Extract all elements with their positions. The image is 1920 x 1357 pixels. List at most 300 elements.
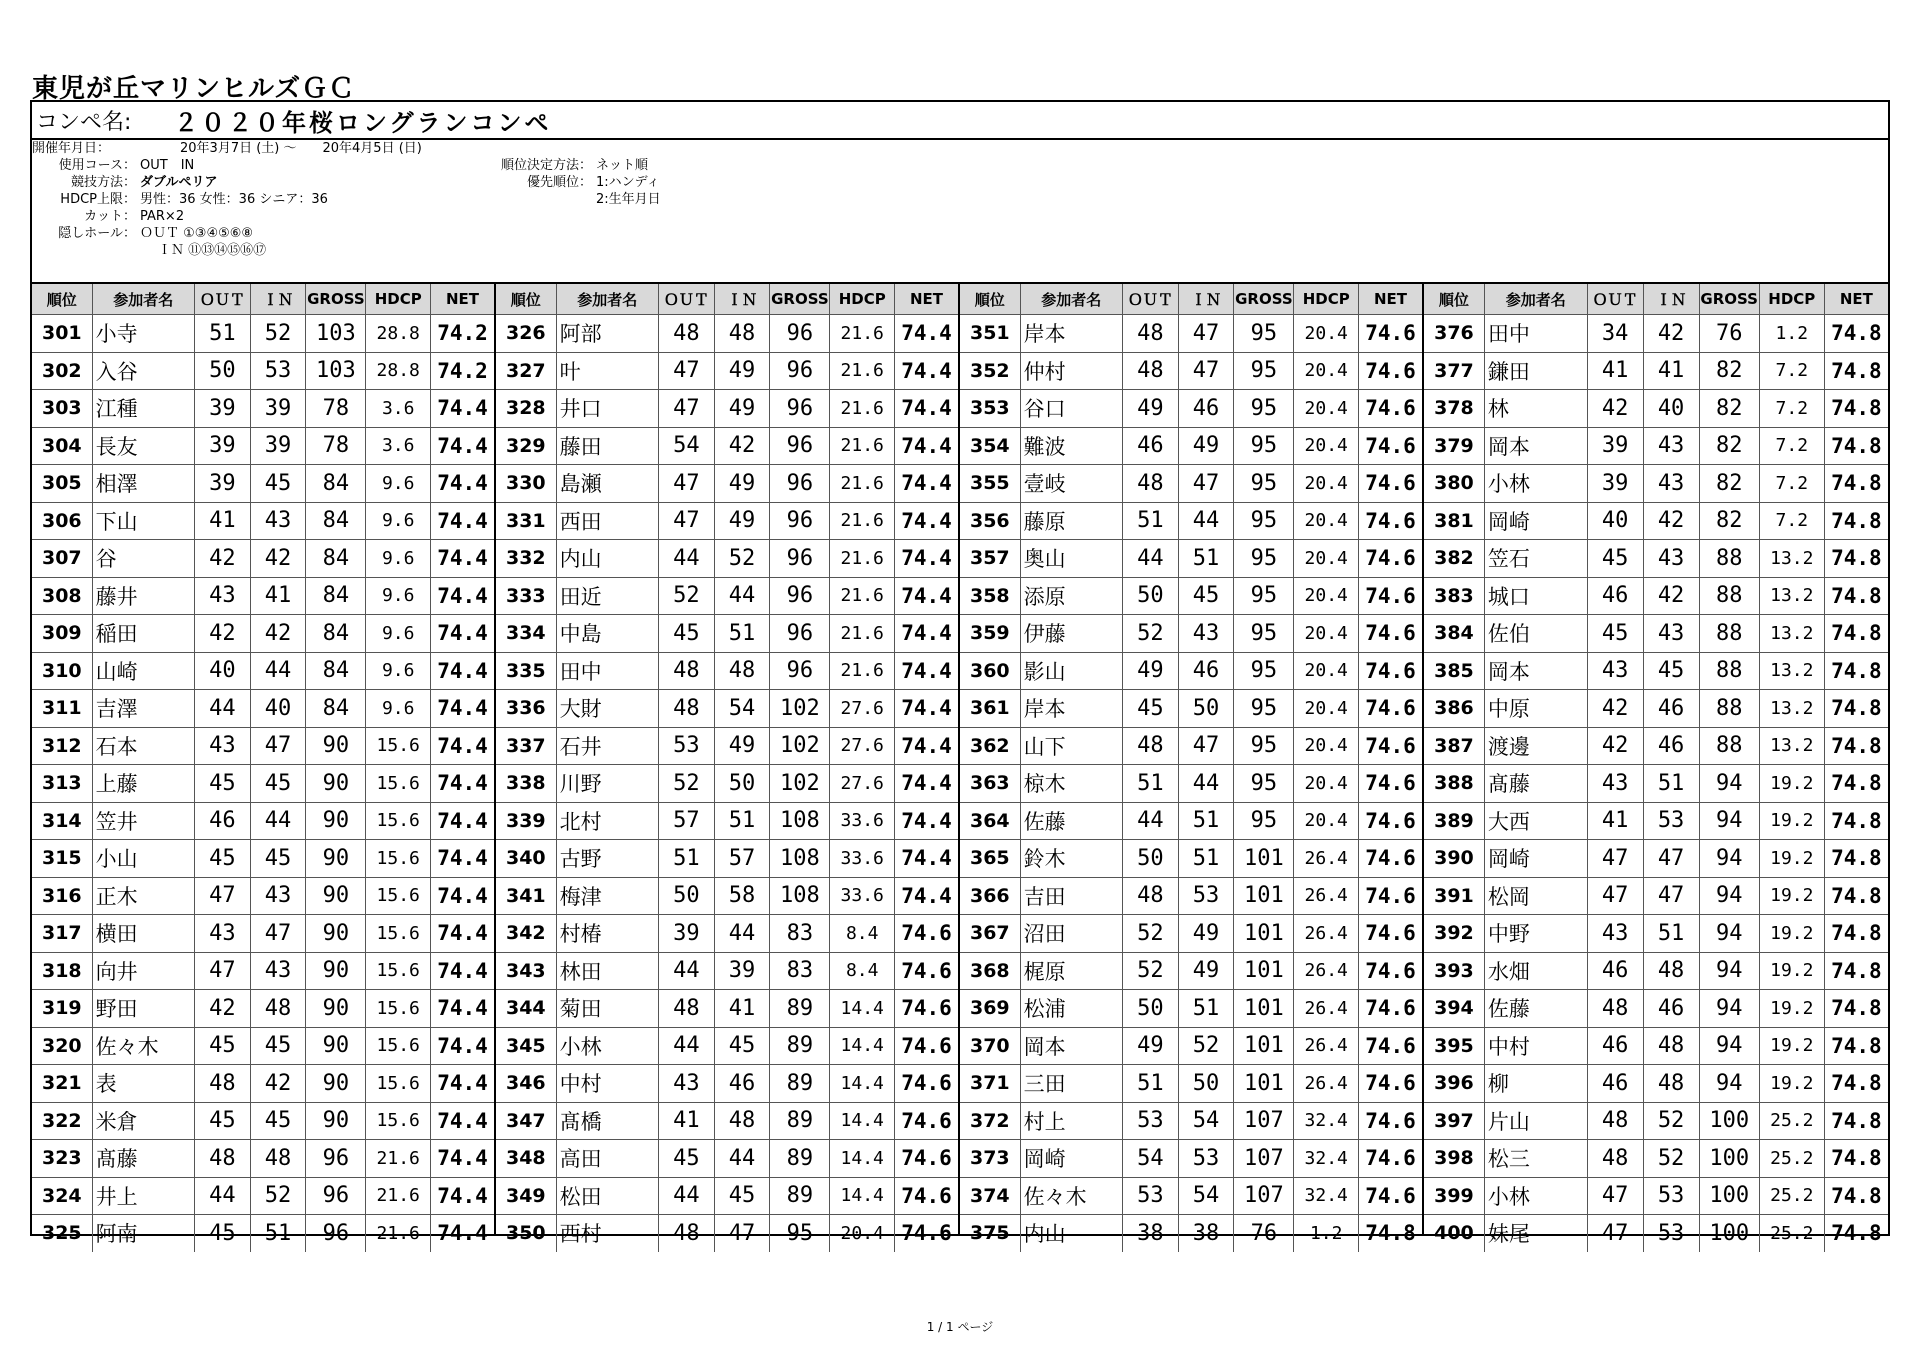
table-cell: 74.8 bbox=[1824, 465, 1888, 503]
table-cell: 40 bbox=[195, 652, 251, 690]
table-cell: 52 bbox=[714, 540, 770, 578]
table-cell: 357 bbox=[960, 540, 1020, 578]
table-cell: 74.4 bbox=[431, 427, 495, 465]
table-cell: 51 bbox=[250, 1215, 306, 1252]
table-cell: 74.8 bbox=[1824, 390, 1888, 428]
table-cell: 74.8 bbox=[1824, 915, 1888, 953]
table-cell: 78 bbox=[306, 427, 366, 465]
table-cell: 74.4 bbox=[895, 652, 959, 690]
table-cell: 21.6 bbox=[366, 1215, 431, 1252]
table-cell: 74.6 bbox=[895, 1027, 959, 1065]
table-cell: 74.6 bbox=[1359, 765, 1423, 803]
table-cell: 74.8 bbox=[1359, 1215, 1423, 1252]
table-cell: 48 bbox=[659, 315, 715, 353]
table-cell: 25.2 bbox=[1759, 1140, 1824, 1178]
table-cell: 51 bbox=[1123, 502, 1179, 540]
table-cell: 394 bbox=[1424, 990, 1484, 1028]
header-row bbox=[1424, 284, 1888, 315]
table-cell: 74.4 bbox=[895, 540, 959, 578]
table-cell: 32.4 bbox=[1294, 1140, 1359, 1178]
table-row bbox=[960, 952, 1422, 990]
table-cell: 21.6 bbox=[366, 1140, 431, 1178]
table-cell: 90 bbox=[306, 952, 366, 990]
table-cell: 358 bbox=[960, 577, 1020, 615]
table-cell: 94 bbox=[1699, 877, 1759, 915]
table-cell: 西田 bbox=[556, 502, 658, 540]
table-cell: 44 bbox=[659, 952, 715, 990]
table-cell: 19.2 bbox=[1759, 952, 1824, 990]
table-cell: 19.2 bbox=[1759, 990, 1824, 1028]
table-cell: 山下 bbox=[1020, 727, 1122, 765]
table-row bbox=[960, 315, 1422, 353]
hidden-hole-label: 隠しホール： bbox=[58, 226, 136, 241]
table-cell: 21.6 bbox=[830, 577, 895, 615]
table-cell: 74.4 bbox=[431, 727, 495, 765]
table-row bbox=[496, 652, 958, 690]
table-cell: 谷口 bbox=[1020, 390, 1122, 428]
table-cell: 42 bbox=[195, 615, 251, 653]
table-cell: 45 bbox=[195, 840, 251, 878]
table-cell: 325 bbox=[32, 1215, 92, 1252]
table-cell: 308 bbox=[32, 577, 92, 615]
table-cell: 74.2 bbox=[431, 352, 495, 390]
table-cell: 髙藤 bbox=[92, 1140, 194, 1178]
table-cell: 39 bbox=[714, 952, 770, 990]
table-cell: 74.4 bbox=[895, 615, 959, 653]
table-cell: 316 bbox=[32, 877, 92, 915]
priority-2: 2:生年月日 bbox=[596, 192, 661, 207]
table-cell: 353 bbox=[960, 390, 1020, 428]
table-cell: 95 bbox=[1234, 427, 1294, 465]
table-cell: 90 bbox=[306, 727, 366, 765]
table-cell: 米倉 bbox=[92, 1102, 194, 1140]
column-header: 順位 bbox=[32, 284, 92, 315]
table-row bbox=[1424, 465, 1888, 503]
table-cell: 323 bbox=[32, 1140, 92, 1178]
table-cell: 43 bbox=[659, 1065, 715, 1103]
priority-label: 優先順位： bbox=[526, 175, 592, 190]
table-cell: 74.2 bbox=[431, 315, 495, 353]
table-cell: 330 bbox=[496, 465, 556, 503]
table-cell: 90 bbox=[306, 765, 366, 803]
table-row bbox=[496, 990, 958, 1028]
table-cell: 43 bbox=[1643, 465, 1699, 503]
table-row bbox=[32, 1065, 494, 1103]
table-cell: 74.6 bbox=[895, 915, 959, 953]
table-cell: 28.8 bbox=[366, 352, 431, 390]
table-cell: 100 bbox=[1699, 1215, 1759, 1252]
table-cell: 44 bbox=[659, 1177, 715, 1215]
table-cell: 50 bbox=[195, 352, 251, 390]
table-cell: 74.6 bbox=[1359, 727, 1423, 765]
table-cell: 髙藤 bbox=[1484, 765, 1587, 803]
table-cell: 74.6 bbox=[1359, 427, 1423, 465]
table-row bbox=[1424, 615, 1888, 653]
table-cell: 村椿 bbox=[556, 915, 658, 953]
table-cell: 101 bbox=[1234, 1065, 1294, 1103]
table-cell: 88 bbox=[1699, 540, 1759, 578]
table-cell: 45 bbox=[195, 1215, 251, 1252]
table-cell: 26.4 bbox=[1294, 877, 1359, 915]
table-row bbox=[496, 1102, 958, 1140]
table-row bbox=[1424, 990, 1888, 1028]
table-cell: 51 bbox=[1178, 840, 1234, 878]
table-cell: 74.6 bbox=[1359, 990, 1423, 1028]
column-header: HDCP bbox=[1294, 284, 1359, 315]
table-cell: 14.4 bbox=[830, 1065, 895, 1103]
table-cell: 89 bbox=[770, 990, 830, 1028]
table-cell: 45 bbox=[1643, 652, 1699, 690]
column-header: NET bbox=[1824, 284, 1888, 315]
column-header: GROSS bbox=[770, 284, 830, 315]
results-table bbox=[1424, 284, 1888, 1252]
table-cell: 47 bbox=[250, 915, 306, 953]
table-cell: 329 bbox=[496, 427, 556, 465]
table-cell: 48 bbox=[1643, 1065, 1699, 1103]
table-cell: 20.4 bbox=[1294, 577, 1359, 615]
table-row bbox=[32, 540, 494, 578]
table-row bbox=[1424, 765, 1888, 803]
table-cell: 26.4 bbox=[1294, 915, 1359, 953]
table-cell: 14.4 bbox=[830, 1102, 895, 1140]
table-cell: 108 bbox=[770, 877, 830, 915]
cut-label: カット： bbox=[84, 209, 136, 224]
table-cell: 田中 bbox=[1484, 315, 1587, 353]
table-cell: 84 bbox=[306, 502, 366, 540]
table-cell: 74.6 bbox=[1359, 615, 1423, 653]
table-cell: 19.2 bbox=[1759, 877, 1824, 915]
table-cell: 74.4 bbox=[895, 465, 959, 503]
table-cell: 302 bbox=[32, 352, 92, 390]
table-cell: 山崎 bbox=[92, 652, 194, 690]
table-cell: 13.2 bbox=[1759, 577, 1824, 615]
table-cell: 47 bbox=[1587, 1177, 1643, 1215]
table-cell: 52 bbox=[1123, 615, 1179, 653]
table-cell: 96 bbox=[770, 652, 830, 690]
table-cell: 388 bbox=[1424, 765, 1484, 803]
table-row bbox=[32, 990, 494, 1028]
table-cell: 45 bbox=[714, 1027, 770, 1065]
table-cell: 53 bbox=[1178, 1140, 1234, 1178]
table-row bbox=[496, 915, 958, 953]
table-cell: 74.4 bbox=[431, 502, 495, 540]
header-row bbox=[496, 284, 958, 315]
table-cell: 20.4 bbox=[1294, 315, 1359, 353]
table-cell: 43 bbox=[1643, 615, 1699, 653]
table-cell: 45 bbox=[1178, 577, 1234, 615]
table-cell: 9.6 bbox=[366, 465, 431, 503]
dates-label: 開催年月日： bbox=[32, 141, 111, 156]
table-cell: 74.8 bbox=[1824, 877, 1888, 915]
table-cell: 95 bbox=[1234, 352, 1294, 390]
table-cell: 82 bbox=[1699, 390, 1759, 428]
table-row bbox=[496, 540, 958, 578]
table-cell: 岡本 bbox=[1484, 427, 1587, 465]
table-cell: 51 bbox=[195, 315, 251, 353]
table-row bbox=[1424, 427, 1888, 465]
table-cell: 21.6 bbox=[830, 427, 895, 465]
table-cell: 386 bbox=[1424, 690, 1484, 728]
table-cell: 藤井 bbox=[92, 577, 194, 615]
table-cell: 102 bbox=[770, 690, 830, 728]
table-cell: 389 bbox=[1424, 802, 1484, 840]
table-cell: 小林 bbox=[556, 1027, 658, 1065]
table-row bbox=[960, 427, 1422, 465]
table-cell: 48 bbox=[250, 990, 306, 1028]
table-cell: 7.2 bbox=[1759, 390, 1824, 428]
table-cell: 48 bbox=[1643, 1027, 1699, 1065]
table-cell: 74.8 bbox=[1824, 1102, 1888, 1140]
table-cell: 中村 bbox=[556, 1065, 658, 1103]
table-cell: 岸本 bbox=[1020, 690, 1122, 728]
table-cell: 84 bbox=[306, 615, 366, 653]
table-cell: 44 bbox=[1178, 502, 1234, 540]
table-cell: 53 bbox=[1178, 877, 1234, 915]
table-cell: 48 bbox=[1123, 877, 1179, 915]
table-cell: 51 bbox=[1123, 1065, 1179, 1103]
table-cell: 20.4 bbox=[1294, 802, 1359, 840]
table-cell: 15.6 bbox=[366, 727, 431, 765]
table-cell: 仲村 bbox=[1020, 352, 1122, 390]
results-table bbox=[960, 284, 1422, 1252]
table-cell: 20.4 bbox=[1294, 765, 1359, 803]
table-cell: 小林 bbox=[1484, 1177, 1587, 1215]
table-cell: 333 bbox=[496, 577, 556, 615]
table-cell: 42 bbox=[250, 615, 306, 653]
table-cell: 川野 bbox=[556, 765, 658, 803]
table-cell: 355 bbox=[960, 465, 1020, 503]
table-cell: 46 bbox=[1587, 952, 1643, 990]
column-header: ＯＵＴ bbox=[659, 284, 715, 315]
table-cell: 壹岐 bbox=[1020, 465, 1122, 503]
column-header: ＩＮ bbox=[250, 284, 306, 315]
table-cell: 46 bbox=[195, 802, 251, 840]
column-header: 参加者名 bbox=[556, 284, 658, 315]
table-cell: 39 bbox=[195, 390, 251, 428]
table-cell: 89 bbox=[770, 1140, 830, 1178]
table-cell: 370 bbox=[960, 1027, 1020, 1065]
table-cell: 400 bbox=[1424, 1215, 1484, 1252]
table-cell: 7.2 bbox=[1759, 352, 1824, 390]
table-cell: 13.2 bbox=[1759, 615, 1824, 653]
table-cell: 21.6 bbox=[830, 352, 895, 390]
table-cell: 大財 bbox=[556, 690, 658, 728]
table-cell: 96 bbox=[770, 427, 830, 465]
table-cell: 26.4 bbox=[1294, 1027, 1359, 1065]
table-cell: 48 bbox=[659, 652, 715, 690]
table-cell: 28.8 bbox=[366, 315, 431, 353]
table-cell: 372 bbox=[960, 1102, 1020, 1140]
table-cell: 9.6 bbox=[366, 502, 431, 540]
table-cell: 341 bbox=[496, 877, 556, 915]
table-row bbox=[496, 427, 958, 465]
table-cell: 藤田 bbox=[556, 427, 658, 465]
table-row bbox=[1424, 540, 1888, 578]
table-cell: 94 bbox=[1699, 915, 1759, 953]
table-cell: 7.2 bbox=[1759, 465, 1824, 503]
table-cell: 43 bbox=[1587, 765, 1643, 803]
table-cell: 42 bbox=[195, 990, 251, 1028]
column-header: GROSS bbox=[1234, 284, 1294, 315]
table-cell: 96 bbox=[770, 615, 830, 653]
table-cell: 野田 bbox=[92, 990, 194, 1028]
table-row bbox=[32, 1215, 494, 1252]
table-cell: 74.6 bbox=[1359, 1065, 1423, 1103]
table-cell: 松浦 bbox=[1020, 990, 1122, 1028]
table-cell: 谷 bbox=[92, 540, 194, 578]
table-cell: 396 bbox=[1424, 1065, 1484, 1103]
table-cell: 74.4 bbox=[431, 840, 495, 878]
table-cell: 38 bbox=[1123, 1215, 1179, 1252]
table-row bbox=[960, 1065, 1422, 1103]
table-cell: 47 bbox=[1643, 877, 1699, 915]
table-cell: 74.4 bbox=[895, 315, 959, 353]
table-cell: 39 bbox=[1587, 465, 1643, 503]
table-cell: 74.6 bbox=[1359, 352, 1423, 390]
table-cell: 表 bbox=[92, 1065, 194, 1103]
table-cell: 27.6 bbox=[830, 727, 895, 765]
table-cell: 39 bbox=[659, 915, 715, 953]
table-cell: 96 bbox=[770, 352, 830, 390]
table-cell: 45 bbox=[1587, 540, 1643, 578]
table-cell: 伊藤 bbox=[1020, 615, 1122, 653]
table-cell: 74.8 bbox=[1824, 615, 1888, 653]
table-cell: 39 bbox=[195, 427, 251, 465]
table-cell: 長友 bbox=[92, 427, 194, 465]
table-cell: 95 bbox=[1234, 502, 1294, 540]
table-cell: 96 bbox=[770, 390, 830, 428]
table-cell: 9.6 bbox=[366, 690, 431, 728]
table-cell: 49 bbox=[714, 502, 770, 540]
table-cell: 103 bbox=[306, 352, 366, 390]
table-cell: 96 bbox=[306, 1140, 366, 1178]
table-cell: 松岡 bbox=[1484, 877, 1587, 915]
table-cell: 50 bbox=[714, 765, 770, 803]
table-cell: 89 bbox=[770, 1065, 830, 1103]
table-cell: 46 bbox=[1123, 427, 1179, 465]
table-cell: 96 bbox=[306, 1177, 366, 1215]
table-cell: 8.4 bbox=[830, 915, 895, 953]
results-table bbox=[32, 284, 494, 1252]
table-cell: 39 bbox=[250, 427, 306, 465]
table-cell: 74.8 bbox=[1824, 952, 1888, 990]
table-cell: 26.4 bbox=[1294, 1065, 1359, 1103]
table-cell: 53 bbox=[659, 727, 715, 765]
table-cell: 74.8 bbox=[1824, 502, 1888, 540]
table-cell: 13.2 bbox=[1759, 690, 1824, 728]
table-cell: 390 bbox=[1424, 840, 1484, 878]
table-cell: 322 bbox=[32, 1102, 92, 1140]
table-row bbox=[496, 1140, 958, 1178]
table-cell: 320 bbox=[32, 1027, 92, 1065]
table-cell: 岡崎 bbox=[1020, 1140, 1122, 1178]
table-row bbox=[32, 765, 494, 803]
table-cell: 岡崎 bbox=[1484, 840, 1587, 878]
table-cell: 44 bbox=[1123, 540, 1179, 578]
table-cell: 佐々木 bbox=[1020, 1177, 1122, 1215]
table-cell: 90 bbox=[306, 1027, 366, 1065]
table-cell: 中村 bbox=[1484, 1027, 1587, 1065]
table-cell: 村上 bbox=[1020, 1102, 1122, 1140]
table-cell: 303 bbox=[32, 390, 92, 428]
table-cell: 45 bbox=[1123, 690, 1179, 728]
table-cell: 林田 bbox=[556, 952, 658, 990]
table-cell: 19.2 bbox=[1759, 1027, 1824, 1065]
page-number: 1 / 1 ページ bbox=[926, 1320, 994, 1334]
table-cell: 27.6 bbox=[830, 690, 895, 728]
table-row bbox=[1424, 1065, 1888, 1103]
table-cell: 365 bbox=[960, 840, 1020, 878]
table-cell: 379 bbox=[1424, 427, 1484, 465]
results-block bbox=[1424, 284, 1888, 1247]
table-cell: 88 bbox=[1699, 727, 1759, 765]
table-cell: 50 bbox=[1123, 840, 1179, 878]
table-row bbox=[960, 877, 1422, 915]
column-header: 順位 bbox=[960, 284, 1020, 315]
table-cell: 45 bbox=[250, 765, 306, 803]
table-cell: 43 bbox=[250, 952, 306, 990]
table-cell: 76 bbox=[1699, 315, 1759, 353]
table-cell: 妹尾 bbox=[1484, 1215, 1587, 1252]
table-cell: 33.6 bbox=[830, 802, 895, 840]
table-cell: 100 bbox=[1699, 1140, 1759, 1178]
table-cell: 鎌田 bbox=[1484, 352, 1587, 390]
table-cell: 74.4 bbox=[431, 802, 495, 840]
table-cell: 47 bbox=[1178, 352, 1234, 390]
table-cell: 314 bbox=[32, 802, 92, 840]
table-cell: 44 bbox=[659, 1027, 715, 1065]
table-cell: 14.4 bbox=[830, 1027, 895, 1065]
table-cell: 岸本 bbox=[1020, 315, 1122, 353]
table-cell: 96 bbox=[770, 465, 830, 503]
table-cell: 48 bbox=[1123, 315, 1179, 353]
table-row bbox=[496, 840, 958, 878]
table-cell: 髙橋 bbox=[556, 1102, 658, 1140]
column-header: GROSS bbox=[1699, 284, 1759, 315]
table-cell: 74.4 bbox=[895, 840, 959, 878]
table-cell: 梶原 bbox=[1020, 952, 1122, 990]
table-cell: 9.6 bbox=[366, 540, 431, 578]
table-cell: 107 bbox=[1234, 1177, 1294, 1215]
table-cell: 95 bbox=[1234, 390, 1294, 428]
table-cell: 井上 bbox=[92, 1177, 194, 1215]
table-cell: 19.2 bbox=[1759, 802, 1824, 840]
table-cell: 94 bbox=[1699, 765, 1759, 803]
table-cell: 32.4 bbox=[1294, 1102, 1359, 1140]
table-row bbox=[960, 1027, 1422, 1065]
table-cell: 328 bbox=[496, 390, 556, 428]
table-cell: 46 bbox=[1178, 390, 1234, 428]
column-header: NET bbox=[895, 284, 959, 315]
hdcp-value: 男性：36 女性：36 シニア：36 bbox=[140, 192, 328, 207]
table-cell: 74.8 bbox=[1824, 727, 1888, 765]
table-cell: 52 bbox=[1178, 1027, 1234, 1065]
table-cell: 74.8 bbox=[1824, 352, 1888, 390]
table-cell: 40 bbox=[1587, 502, 1643, 540]
table-row bbox=[32, 1102, 494, 1140]
table-cell: 渡邊 bbox=[1484, 727, 1587, 765]
column-header: GROSS bbox=[306, 284, 366, 315]
table-cell: 林 bbox=[1484, 390, 1587, 428]
table-cell: 53 bbox=[1123, 1177, 1179, 1215]
table-cell: 43 bbox=[195, 577, 251, 615]
table-cell: 51 bbox=[1643, 915, 1699, 953]
table-cell: 44 bbox=[714, 577, 770, 615]
table-cell: 74.4 bbox=[431, 1177, 495, 1215]
table-cell: 46 bbox=[1178, 652, 1234, 690]
table-cell: 74.6 bbox=[1359, 540, 1423, 578]
table-cell: 横田 bbox=[92, 915, 194, 953]
